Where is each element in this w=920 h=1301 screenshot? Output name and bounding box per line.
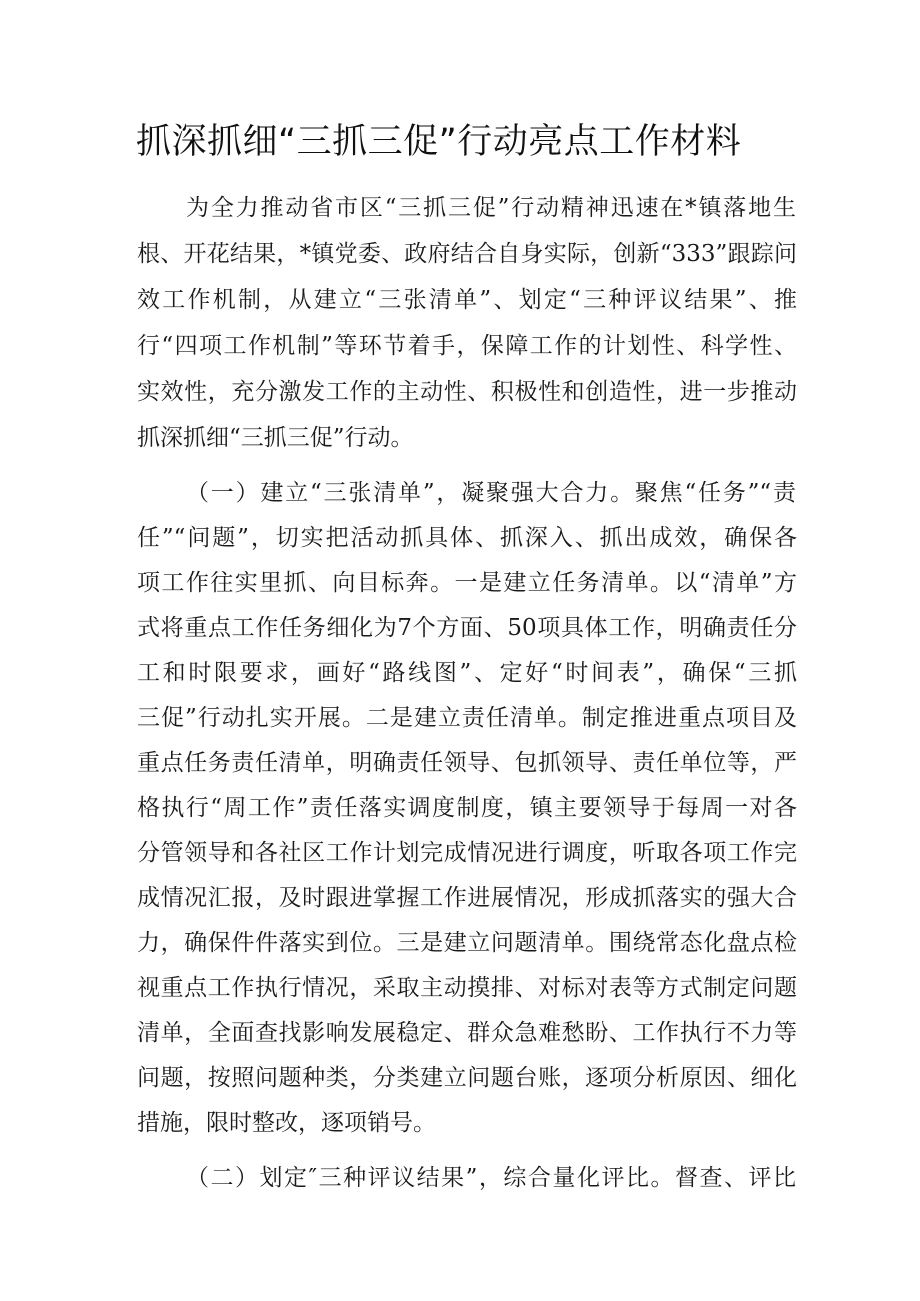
paragraph-line: 行“四项工作机制”等环节着手，保障工作的计划性、科学性、 <box>137 333 797 359</box>
paragraph-line: 三促”行动扎实开展。二是建立责任清单。制定推进重点项目及 <box>137 705 797 731</box>
paragraph-line: 任”“问题”，切实把活动抓具体、抓深入、抓出成效，确保各 <box>137 525 797 551</box>
paragraph-line: 分管领导和各社区工作计划完成情况进行调度，听取各项工作完 <box>137 840 797 866</box>
paragraph-line: 效工作机制，从建立“三张清单”、划定“三种评议结果”、推 <box>137 287 797 313</box>
paragraph-line: 力，确保件件落实到位。三是建立问题清单。围绕常态化盘点检 <box>137 930 797 956</box>
paragraph-line: 抓深抓细“三抓三促”行动。 <box>137 425 414 451</box>
paragraph-line: 根、开花结果，*镇党委、政府结合自身实际，创新“333”跟踪问 <box>137 241 797 267</box>
paragraph-line: 视重点工作执行情况，采取主动摸排、对标对表等方式制定问题 <box>137 975 797 1001</box>
paragraph-line: 问题，按照问题种类，分类建立问题台账，逐项分析原因、细化 <box>137 1065 797 1091</box>
paragraph-line: 清单，全面查找影响发展稳定、群众急难愁盼、工作执行不力等 <box>137 1020 797 1046</box>
document-title: 抓深抓细“三抓三促”行动亮点工作材料 <box>136 122 742 162</box>
section-heading-line: （二）划定″三种评议结果”，综合量化评比。督查、评比 <box>186 1165 796 1191</box>
paragraph-line: 措施，限时整改，逐项销号。 <box>137 1110 436 1136</box>
paragraph-line: 格执行“周工作”责任落实调度制度，镇主要领导于每周一对各 <box>137 795 797 821</box>
paragraph-line: 成情况汇报，及时跟进掌握工作进展情况，形成抓落实的强大合 <box>137 885 797 911</box>
paragraph-line: 式将重点工作任务细化为7个方面、50项具体工作，明确责任分 <box>137 615 797 641</box>
paragraph-line: 项工作往实里抓、向目标奔。一是建立任务清单。以“清单”方 <box>137 570 797 596</box>
paragraph-line: 工和时限要求，画好“路线图”、定好“时间表”，确保“三抓 <box>137 660 797 686</box>
section-heading-line: （一）建立“三张清单”，凝聚强大合力。聚焦“任务”“责 <box>186 480 796 506</box>
paragraph-line: 重点任务责任清单，明确责任领导、包抓领导、责任单位等，严 <box>137 750 797 776</box>
paragraph-line: 实效性，充分激发工作的主动性、积极性和创造性，进一步推动 <box>137 379 797 405</box>
paragraph-line: 为全力推动省市区“三抓三促”行动精神迅速在*镇落地生 <box>186 195 796 221</box>
